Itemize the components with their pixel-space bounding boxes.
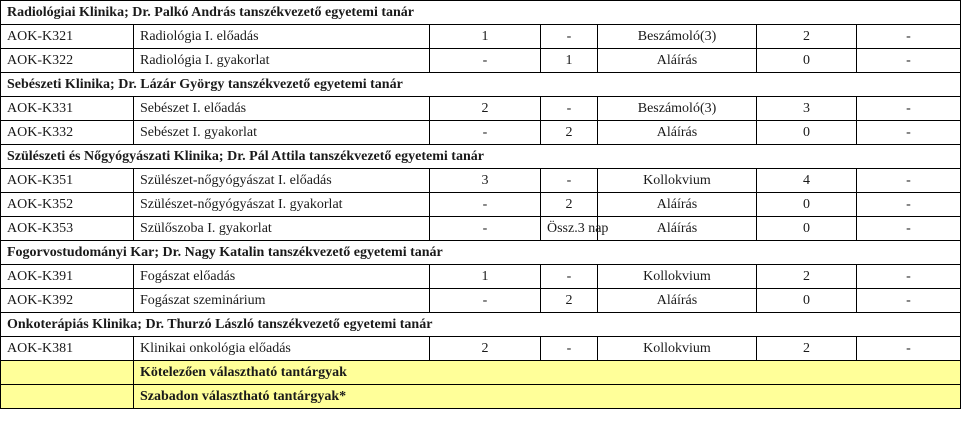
exam-type-cell: Aláírás <box>598 49 757 73</box>
lecture-hours-cell: - <box>430 217 541 241</box>
credit-cell: 2 <box>757 25 857 49</box>
footer-row <box>1 385 961 409</box>
practice-hours-cell: - <box>541 265 598 289</box>
course-code-cell: AOK-K353 <box>1 217 134 241</box>
course-code-cell: AOK-K331 <box>1 97 134 121</box>
exam-type-cell: Aláírás <box>598 193 757 217</box>
course-name-cell: Szülészet-nőgyógyászat I. előadás <box>134 169 430 193</box>
extra-cell: - <box>857 217 961 241</box>
table-row <box>1 169 961 193</box>
table-row <box>1 337 961 361</box>
practice-hours-cell: Össz.3 nap <box>541 217 598 241</box>
practice-hours-cell: - <box>541 97 598 121</box>
course-code-cell: AOK-K381 <box>1 337 134 361</box>
exam-type-cell: Beszámoló(3) <box>598 25 757 49</box>
exam-type-cell: Aláírás <box>598 121 757 145</box>
extra-cell: - <box>857 193 961 217</box>
course-name-cell: Radiológia I. előadás <box>134 25 430 49</box>
practice-hours-cell: 2 <box>541 121 598 145</box>
lecture-hours-cell: 3 <box>430 169 541 193</box>
footer-empty-cell <box>1 385 134 409</box>
section-header-row <box>1 1 961 25</box>
exam-type-cell: Beszámoló(3) <box>598 97 757 121</box>
credit-cell: 4 <box>757 169 857 193</box>
practice-hours-cell: - <box>541 337 598 361</box>
section-header-row <box>1 241 961 265</box>
lecture-hours-cell: 1 <box>430 265 541 289</box>
exam-type-cell: Aláírás <box>598 289 757 313</box>
section-header-row <box>1 313 961 337</box>
credit-cell: 0 <box>757 193 857 217</box>
exam-type-cell: Kollokvium <box>598 265 757 289</box>
table-row <box>1 97 961 121</box>
course-code-cell: AOK-K332 <box>1 121 134 145</box>
section-header: Onkoterápiás Klinika; Dr. Thurzó László tanszékvezető egyetemi tanár <box>1 313 961 337</box>
practice-hours-cell: - <box>541 169 598 193</box>
table-row <box>1 265 961 289</box>
section-header: Sebészeti Klinika; Dr. Lázár György tanszékvezető egyetemi tanár <box>1 73 961 97</box>
credit-cell: 2 <box>757 337 857 361</box>
table-row <box>1 289 961 313</box>
course-code-cell: AOK-K391 <box>1 265 134 289</box>
course-name-cell: Fogászat előadás <box>134 265 430 289</box>
exam-type-cell: Kollokvium <box>598 169 757 193</box>
extra-cell: - <box>857 121 961 145</box>
practice-hours-cell: 1 <box>541 49 598 73</box>
table-row <box>1 121 961 145</box>
lecture-hours-cell: - <box>430 193 541 217</box>
lecture-hours-cell: - <box>430 121 541 145</box>
table-row <box>1 25 961 49</box>
section-header: Fogorvostudományi Kar; Dr. Nagy Katalin tanszékvezető egyetemi tanár <box>1 241 961 265</box>
course-name-cell: Radiológia I. gyakorlat <box>134 49 430 73</box>
section-header-row <box>1 73 961 97</box>
exam-type-cell: Kollokvium <box>598 337 757 361</box>
extra-cell: - <box>857 169 961 193</box>
exam-type-cell: Aláírás <box>598 217 757 241</box>
section-header: Radiológiai Klinika; Dr. Palkó András tanszékvezető egyetemi tanár <box>1 1 961 25</box>
course-name-cell: Fogászat szeminárium <box>134 289 430 313</box>
course-name-cell: Sebészet I. előadás <box>134 97 430 121</box>
course-code-cell: AOK-K322 <box>1 49 134 73</box>
credit-cell: 0 <box>757 121 857 145</box>
lecture-hours-cell: 2 <box>430 97 541 121</box>
course-name-cell: Szülőszoba I. gyakorlat <box>134 217 430 241</box>
table-row <box>1 49 961 73</box>
table-body <box>1 1 961 409</box>
practice-hours-cell: - <box>541 25 598 49</box>
table-row <box>1 217 961 241</box>
lecture-hours-cell: - <box>430 289 541 313</box>
course-code-cell: AOK-K321 <box>1 25 134 49</box>
section-header: Szülészeti és Nőgyógyászati Klinika; Dr. Pál Attila tanszékvezető egyetemi tanár <box>1 145 961 169</box>
credit-cell: 0 <box>757 217 857 241</box>
extra-cell: - <box>857 265 961 289</box>
footer-label: Kötelezően választható tantárgyak <box>134 361 961 385</box>
extra-cell: - <box>857 49 961 73</box>
lecture-hours-cell: 1 <box>430 25 541 49</box>
credit-cell: 3 <box>757 97 857 121</box>
section-header-row <box>1 145 961 169</box>
course-code-cell: AOK-K392 <box>1 289 134 313</box>
lecture-hours-cell: 2 <box>430 337 541 361</box>
course-name-cell: Sebészet I. gyakorlat <box>134 121 430 145</box>
extra-cell: - <box>857 97 961 121</box>
course-name-cell: Klinikai onkológia előadás <box>134 337 430 361</box>
footer-label: Szabadon választható tantárgyak* <box>134 385 961 409</box>
practice-hours-cell: 2 <box>541 193 598 217</box>
credit-cell: 0 <box>757 289 857 313</box>
extra-cell: - <box>857 289 961 313</box>
footer-row <box>1 361 961 385</box>
lecture-hours-cell: - <box>430 49 541 73</box>
practice-hours-cell: 2 <box>541 289 598 313</box>
extra-cell: - <box>857 25 961 49</box>
course-code-cell: AOK-K352 <box>1 193 134 217</box>
extra-cell: - <box>857 337 961 361</box>
course-name-cell: Szülészet-nőgyógyászat I. gyakorlat <box>134 193 430 217</box>
credit-cell: 0 <box>757 49 857 73</box>
footer-empty-cell <box>1 361 134 385</box>
course-code-cell: AOK-K351 <box>1 169 134 193</box>
credit-cell: 2 <box>757 265 857 289</box>
table-row <box>1 193 961 217</box>
